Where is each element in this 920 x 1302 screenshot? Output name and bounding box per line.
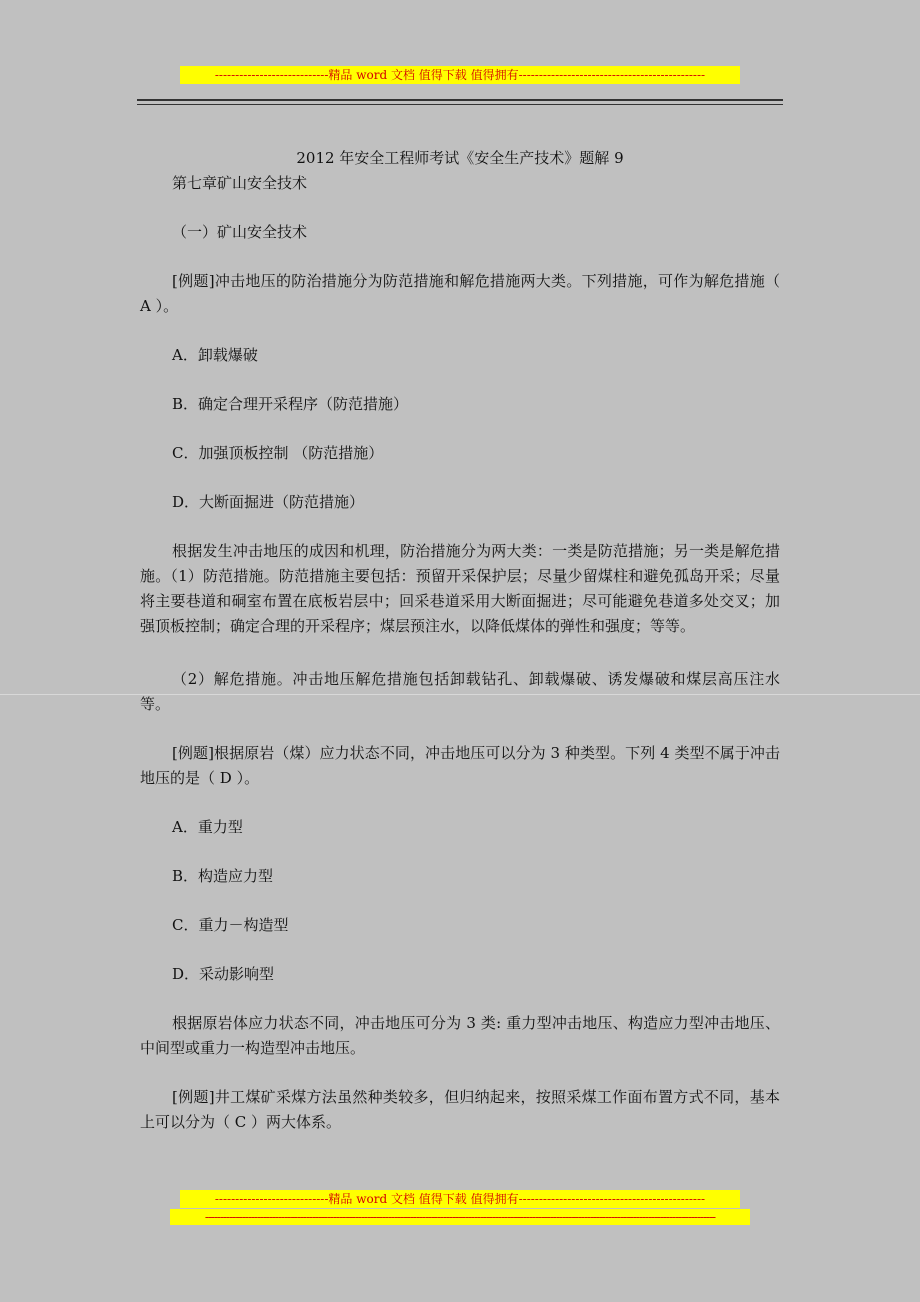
question-2-option-d: D．采动影响型 [172,965,275,983]
question-1-option-b: B．确定合理开采程序（防范措施） [172,395,409,413]
document-title: 2012 年安全工程师考试《安全生产技术》题解 9 [296,149,624,167]
question-2-stem: [例题]根据原岩（煤）应力状态不同，冲击地压可以分为 3 种类型。下列 4 类型不属于冲击地压的是（ D ）。 [140,744,780,787]
question-2-option-c: C．重力－构造型 [172,916,289,934]
question-3-stem: [例题]井工煤矿采煤方法虽然种类较多，但归纳起来，按照采煤工作面布置方式不同，基本上可以分为（ C ）两大体系。 [140,1088,780,1131]
question-1-option-c: C．加强顶板控制 （防范措施） [172,444,384,462]
chapter-heading: 第七章矿山安全技术 [172,174,308,192]
header-rule [137,99,783,105]
question-2-explanation: 根据原岩体应力状态不同，冲击地压可分为 3 类: 重力型冲击地压、构造应力型冲击地压、中间型或重力一构造型冲击地压。 [140,1014,780,1057]
question-1-stem: [例题]冲击地压的防治措施分为防范措施和解危措施两大类。下列措施，可作为解危措施（ A ）。 [140,272,780,315]
question-1-explanation-2: （2）解危措施。冲击地压解危措施包括卸载钻孔、卸载爆破、诱发爆破和煤层高压注水等。 [140,670,780,713]
question-1-option-d: D．大断面掘进（防范措施） [172,493,365,511]
question-2-option-a: A．重力型 [172,818,243,836]
section-heading: （一）矿山安全技术 [172,223,308,241]
footer-dash-line: ----------------------------------------------------------------------------------------------------------------------------------------------------------------------- [170,1209,750,1225]
footer-banner: ----------------------------精品 word 文档 值得下载 值得拥有---------------------------------------------- [180,1190,740,1208]
header-banner: ----------------------------精品 word 文档 值得下载 值得拥有---------------------------------------------- [180,66,740,84]
page-break-line [0,694,920,695]
document-body [140,146,780,1135]
question-1-option-a: A．卸载爆破 [172,346,258,364]
question-1-explanation-1: 根据发生冲击地压的成因和机理，防治措施分为两大类：一类是防范措施；另一类是解危措施。（1）防范措施。防范措施主要包括：预留开采保护层；尽量少留煤柱和避免孤岛开采；尽量将主要巷道和硐室布置在底板岩层中；回采巷道采用大断面掘进；尽可能避免巷道多处交叉；加强顶板控制；确定合理的开采程序；煤层预注水，以降低煤体的弹性和强度；等等。 [140,542,780,635]
question-2-option-b: B．构造应力型 [172,867,274,885]
